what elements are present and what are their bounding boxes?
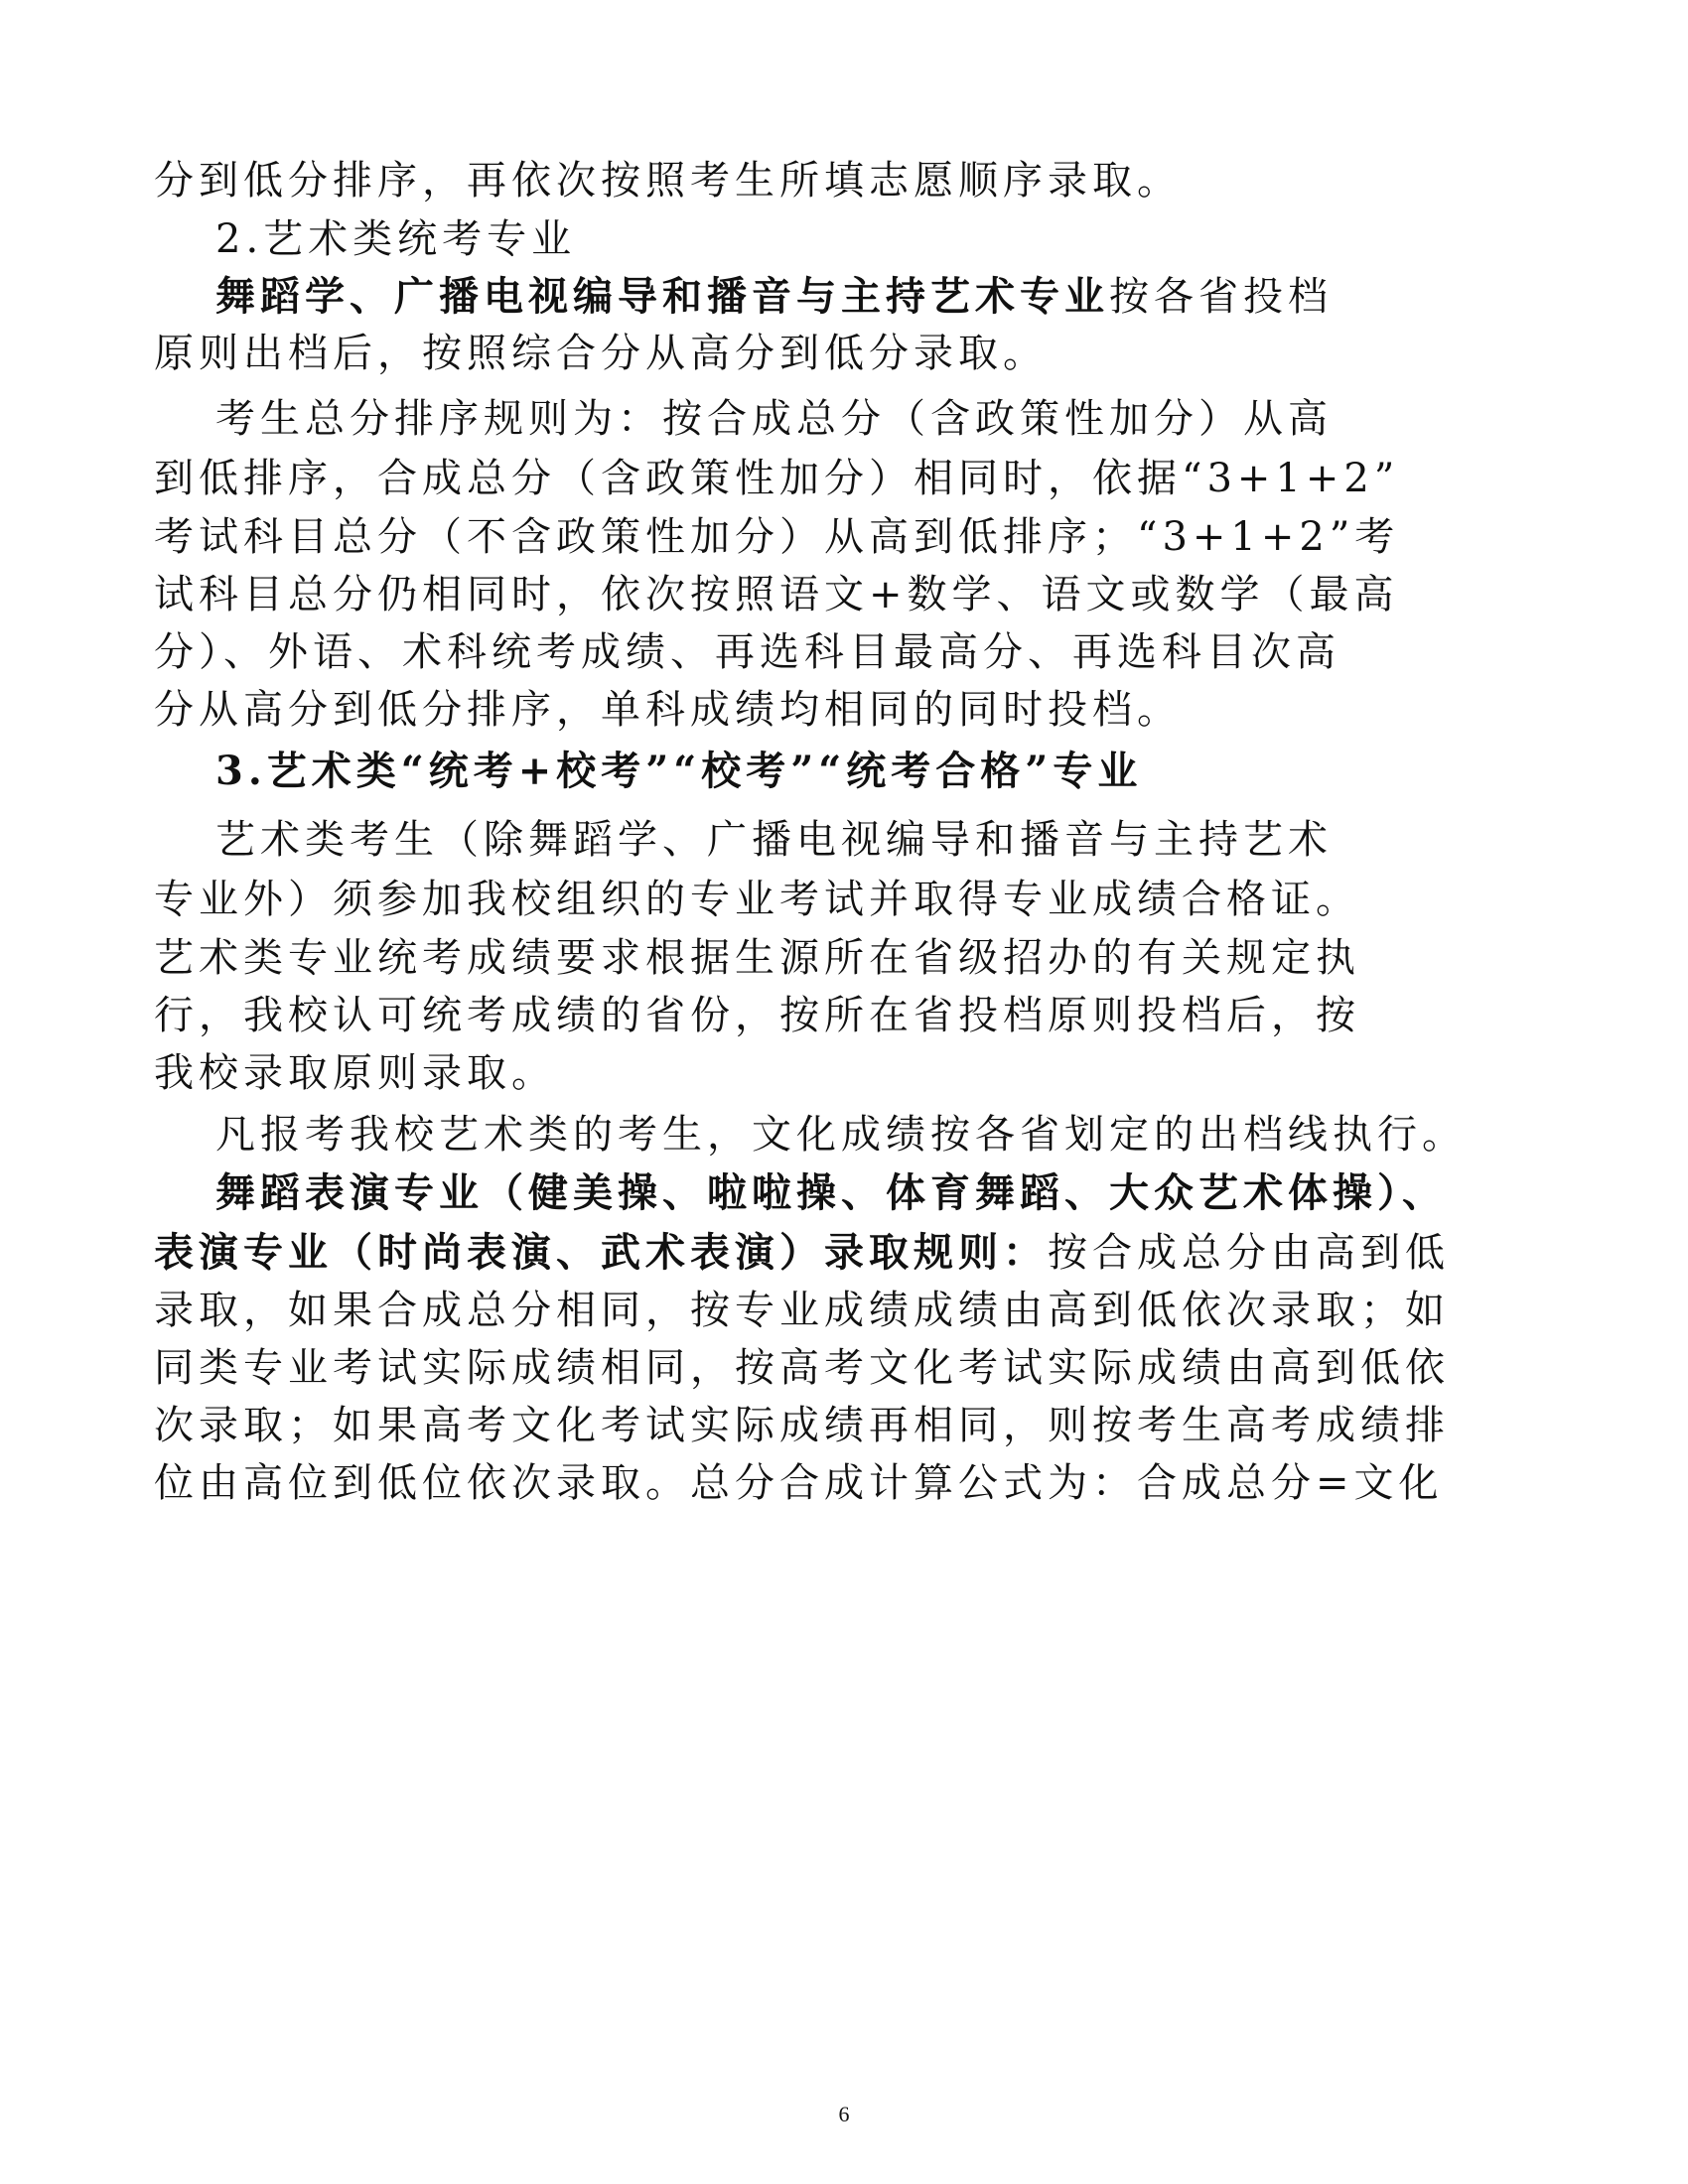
bold-phrase: 舞蹈学、广播电视编导和播音与主持艺术专业 [215,273,1109,320]
paragraph-line: 专业外）须参加我校组织的专业考试并取得专业成绩合格证。 [154,877,1360,922]
text-phrase: 按合成总分由高到低 [1048,1230,1450,1276]
section-heading-2: 2.艺术类统考专业 [215,216,577,262]
paragraph-line [154,1227,1450,1279]
paragraph-line: 位由高位到低位依次录取。总分合成计算公式为：合成总分=文化 [154,1460,1444,1506]
paragraph-line: 录取，如果合成总分相同，按专业成绩成绩由高到低依次录取；如 [154,1288,1450,1333]
paragraph-line: 行，我校认可统考成绩的省份，按所在省投档原则投档后，按 [154,993,1360,1038]
paragraph-line: 分从高分到低分排序，单科成绩均相同的同时投档。 [154,687,1182,733]
paragraph-line: 考生总分排序规则为：按合成总分（含政策性加分）从高 [215,396,1333,442]
bold-phrase: 表演专业（时尚表演、武术表演）录取规则： [154,1229,1048,1276]
text-phrase: 按各省投档 [1109,274,1333,320]
paragraph-line: 原则出档后，按照综合分从高分到低分录取。 [154,331,1048,376]
paragraph-line: 考试科目总分（不含政策性加分）从高到低排序；“3+1+2”考 [154,514,1400,560]
paragraph-line: 凡报考我校艺术类的考生，文化成绩按各省划定的出档线执行。 [215,1112,1467,1158]
paragraph-line: 分到低分排序，再依次按照考生所填志愿顺序录取。 [154,158,1182,204]
section-heading-3: 3.艺术类“统考+校考”“校考”“统考合格”专业 [215,748,1143,794]
paragraph-line: 舞蹈表演专业（健美操、啦啦操、体育舞蹈、大众艺术体操）、 [215,1169,1447,1216]
paragraph-line: 同类专业考试实际成绩相同，按高考文化考试实际成绩由高到低依 [154,1345,1450,1391]
paragraph-line [215,271,1333,323]
paragraph-line: 到低排序，合成总分（含政策性加分）相同时，依据“3+1+2” [154,456,1400,501]
page-number: 6 [838,2102,850,2126]
paragraph-line: 我校录取原则录取。 [154,1050,556,1096]
paragraph-line: 试科目总分仍相同时，依次按照语文+数学、语文或数学（最高 [154,572,1399,617]
paragraph-line: 分）、外语、术科统考成绩、再选科目最高分、再选科目次高 [154,629,1340,675]
paragraph-line: 艺术类专业统考成绩要求根据生源所在省级招办的有关规定执 [154,935,1360,981]
paragraph-line: 艺术类考生（除舞蹈学、广播电视编导和播音与主持艺术 [215,817,1333,863]
paragraph-line: 次录取；如果高考文化考试实际成绩再相同，则按考生高考成绩排 [154,1403,1450,1448]
